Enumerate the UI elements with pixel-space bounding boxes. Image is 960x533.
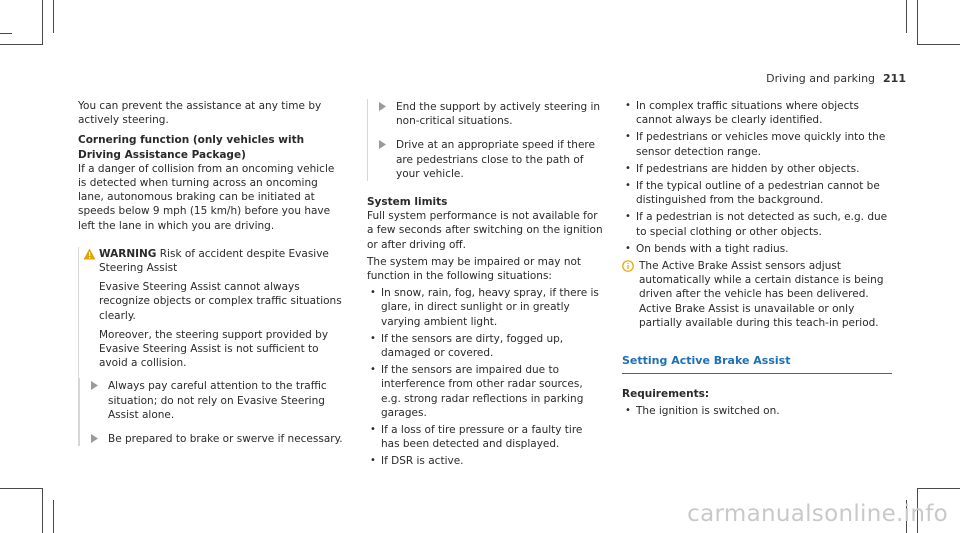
action-item [80,432,346,446]
list-item: • If the typical outline of a pedestrian cannot be distinguished from the background. [622,179,892,207]
action-text: Drive at an appropriate speed if there are pedestrians close to the path of your vehicle. [396,139,595,180]
warning-box [78,247,346,446]
action-item [368,138,603,181]
bullet-icon: • [625,211,631,223]
list-item: • On bends with a tight radius. [622,242,892,256]
warning-paragraph: Moreover, the steering support provided by Evasive Steering Assist is not sufficient to avoid a collision. [99,328,329,370]
bullet-icon: • [370,287,376,299]
list-item: • If a pedestrian is not detected as such, e.g. due to special clothing or other objects. [622,210,892,238]
list-item: • If the sensors are impaired due to interference from other radar sources, e.g. strong radar reflections in parking garages. [367,363,603,420]
crop-mark [0,488,42,489]
crop-mark [53,500,54,533]
requirements-heading: Requirements: [622,388,710,401]
system-limits-text: Full system performance is not available for a few seconds after switching on the ignition or after driving off. [367,210,603,251]
crop-mark [42,0,43,45]
warning-triangle-icon [79,247,99,260]
bullet-icon: • [625,405,631,417]
action-item [80,379,346,422]
watermark: carmanualsonline.info [687,501,948,527]
page-number: 211 [883,72,906,85]
crop-mark [53,0,54,33]
note-text: The Active Brake Assist sensors adjust automatically while a certain distance is being driven after the vehicle has been delivered. Active Brake Assist is unavailable or only partially available during this teach-in period. [639,260,884,329]
note-info-icon [622,259,639,330]
column-left [78,99,346,456]
bullet-icon: • [625,131,631,143]
crop-mark [917,488,960,489]
page-header [766,72,906,85]
note-block [622,259,892,330]
bullet-icon: • [625,180,631,192]
bullet-icon: • [370,424,376,436]
action-arrow-icon [80,432,108,443]
action-arrow-icon [80,379,108,390]
system-limits-heading: System limits [367,196,448,209]
bullet-icon: • [625,100,631,111]
list-item: • If a loss of tire pressure or a faulty tire has been detected and displayed. [367,423,603,451]
list-item: • If DSR is active. [367,454,603,468]
action-arrow-icon [368,138,396,149]
warning-label: WARNING [99,247,157,260]
bullet-icon: • [370,364,376,376]
warning-header [79,247,346,275]
crop-mark [0,33,12,34]
crop-mark [906,0,907,33]
column-right [622,99,892,422]
list-item: • If the sensors are dirty, fogged up, damaged or covered. [367,332,603,360]
action-arrow-icon [368,100,396,111]
action-text: Always pay careful attention to the traffic situation; do not rely on Evasive Steering Assist alone. [108,380,327,421]
cornering-text: If a danger of collision from an oncoming vehicle is detected when turning across an oncoming lane, autonomous braking can be initiated at speeds below 9 mph (15 km/h) before you have left the lane in which you are driving. [78,162,335,232]
limits-list [367,286,603,468]
list-item: • The ignition is switched on. [622,404,892,418]
action-list [367,99,603,181]
crop-mark [917,44,960,45]
warning-body [79,280,346,370]
bullet-icon: • [625,162,631,174]
list-item: • In snow, rain, fog, heavy spray, if there is glare, in direct sunlight or in greatly varying ambient light. [367,286,603,329]
action-text: End the support by actively steering in non-critical situations. [396,101,601,128]
limits-list-continued [622,99,892,256]
crop-mark [0,44,42,45]
bullet-icon: • [625,242,631,254]
action-text: Be prepared to brake or swerve if necessary. [108,433,343,446]
list-item: • If pedestrians are hidden by other objects. [622,162,892,176]
intro-text: You can prevent the assistance at any time by actively steering. [78,100,322,127]
section-title: Setting Active Brake Assist [622,354,892,374]
bullet-icon: • [370,332,376,344]
warning-paragraph: Evasive Steering Assist cannot always recognize objects or complex traffic situations clearly. [99,281,342,322]
action-list [79,378,346,446]
section-name: Driving and parking [766,72,876,85]
crop-mark [42,488,43,533]
list-item: • In complex traffic situations where objects cannot always be clearly identified. [622,99,892,127]
warning-title: Risk of accident despite Evasive Steering Assist [99,247,329,275]
list-item: • If pedestrians or vehicles move quickly into the sensor detection range. [622,130,892,158]
action-item [368,100,603,128]
cornering-heading: Cornering function (only vehicles with Driving Assistance Package) [78,134,305,161]
system-limits-text: The system may be impaired or may not function in the following situations: [367,255,582,283]
column-middle [367,99,603,472]
requirements-list [622,404,892,418]
crop-mark [917,0,918,45]
bullet-icon: • [370,455,376,467]
